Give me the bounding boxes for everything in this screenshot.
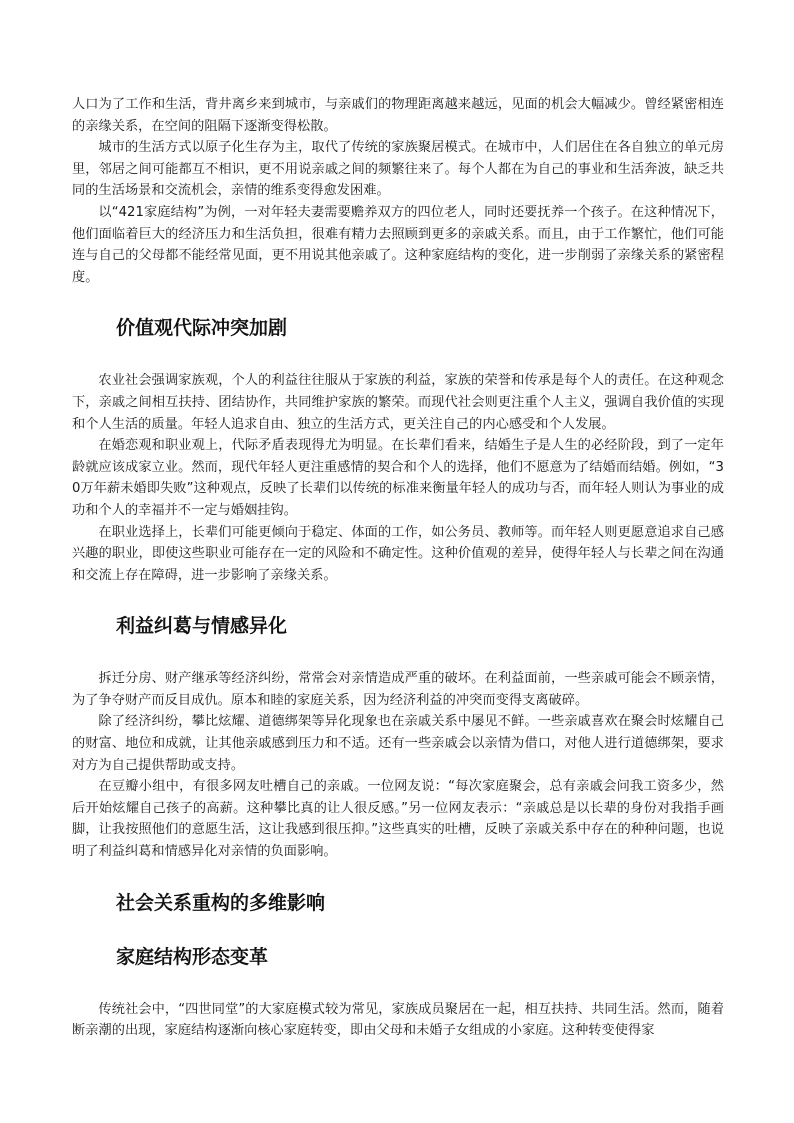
body-paragraph: 拆迁分房、财产继承等经济纠纷，常常会对亲情造成严重的破坏。在利益面前，一些亲戚可能会不顾亲情，为了争夺财产而反目成仇。原本和睦的家庭关系，因为经济利益的冲突而变得支离破碎。	[72, 671, 724, 708]
body-paragraph: 农业社会强调家族观，个人的利益往往服从于家族的利益，家族的荣誉和传承是每个人的责任。在这种观念下，亲戚之间相互扶持、团结协作，共同维护家族的繁荣。而现代社会则更注重个人主义，强调自我价值的实现和个人生活的质量。年轻人追求自由、独立的生活方式，更关注自己的内心感受和个人发展。	[72, 373, 724, 432]
body-paragraph: 在豆瓣小组中，有很多网友吐槽自己的亲戚。一位网友说：“每次家庭聚会，总有亲戚会问我工资多少，然后开始炫耀自己孩子的高薪。这种攀比真的让人很反感。”另一位网友表示：“亲戚总是以长辈的身份对我指手画脚，让我按照他们的意愿生活，这让我感到很压抑。”这些真实的吐槽，反映了亲戚关系中存在的种种问题，也说明了利益纠葛和情感异化对亲情的负面影响。	[72, 779, 724, 860]
body-paragraph: 在职业选择上，长辈们可能更倾向于稳定、体面的工作，如公务员、教师等。而年轻人则更愿意追求自己感兴趣的职业，即使这些职业可能存在一定的风险和不确定性。这种价值观的差异，使得年轻人与长辈之间在沟通和交流上存在障碍，进一步影响了亲缘关系。	[72, 524, 724, 583]
section-heading-family-structure: 家庭结构形态变革	[116, 945, 269, 968]
body-paragraph: 城市的生活方式以原子化生存为主，取代了传统的家族聚居模式。在城市中，人们居住在各自独立的单元房里，邻居之间可能都互不相识，更不用说亲戚之间的频繁往来了。每个人都在为自己的事业和生活奔波，缺乏共同的生活场景和交流机会，亲情的维系变得愈发困难。	[72, 140, 724, 199]
section-heading-interest-entanglement: 利益纠葛与情感异化	[116, 615, 288, 638]
body-paragraph: 传统社会中，“四世同堂”的大家庭模式较为常见，家族成员聚居在一起，相互扶持、共同生活。然而，随着断亲潮的出现，家庭结构逐渐向核心家庭转变，即由父母和未婚子女组成的小家庭。这种转变使得家	[72, 1001, 724, 1039]
body-paragraph: 在婚恋观和职业观上，代际矛盾表现得尤为明显。在长辈们看来，结婚生子是人生的必经阶段，到了一定年龄就应该成家立业。然而，现代年轻人更注重感情的契合和个人的选择，他们不愿意为了结婚而结婚。例如，“30万年薪未婚即失败”这种观点，反映了长辈们以传统的标准来衡量年轻人的成功与否，而年轻人则认为事业的成功和个人的幸福并不一定与婚姻挂钩。	[72, 438, 724, 518]
section-heading-social-restructure: 社会关系重构的多维影响	[116, 891, 326, 914]
document-body	[72, 94, 724, 1042]
body-paragraph: 人口为了工作和生活，背井离乡来到城市，与亲戚们的物理距离越来越远，见面的机会大幅减少。曾经紧密相连的亲缘关系，在空间的阻隔下逐渐变得松散。	[72, 97, 724, 134]
section-heading-value-conflict: 价值观代际冲突加剧	[116, 317, 288, 340]
body-paragraph: 除了经济纠纷，攀比炫耀、道德绑架等异化现象也在亲戚关系中屡见不鲜。一些亲戚喜欢在聚会时炫耀自己的财富、地位和成就，让其他亲戚感到压力和不适。还有一些亲戚会以亲情为借口，对他人进行道德绑架，要求对方为自己提供帮助或支持。	[72, 714, 724, 773]
body-paragraph: 以“421家庭结构”为例，一对年轻夫妻需要赡养双方的四位老人，同时还要抚养一个孩子。在这种情况下，他们面临着巨大的经济压力和生活负担，很难有精力去照顾到更多的亲戚关系。而且，由于工作繁忙，他们可能连与自己的父母都不能经常见面，更不用说其他亲戚了。这种家庭结构的变化，进一步削弱了亲缘关系的紧密程度。	[72, 204, 724, 285]
